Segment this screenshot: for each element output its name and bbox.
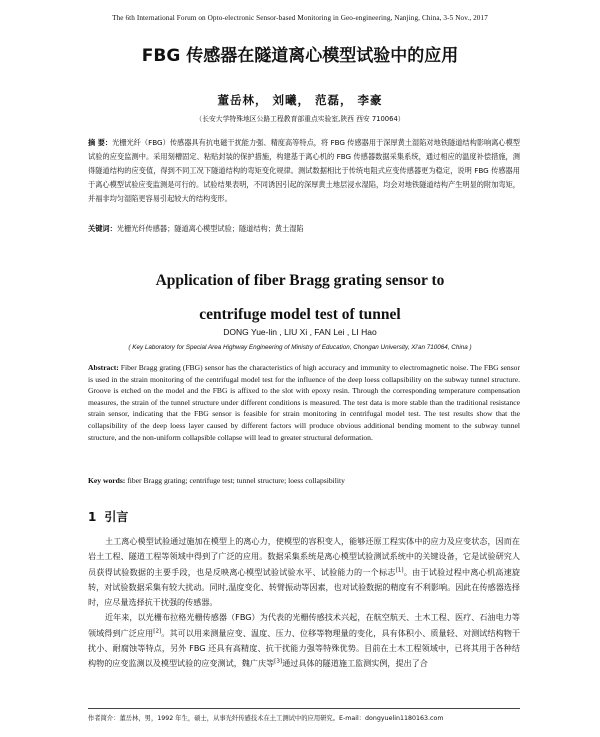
paragraph-text: 通过具体的隧道施工监测实例，提出了合 xyxy=(282,658,428,669)
chinese-title: FBG 传感器在隧道离心模型试验中的应用 xyxy=(141,46,459,66)
chinese-keywords-text: 光栅光纤传感器；隧道离心模型试验；隧道结构；黄土湿陷 xyxy=(116,224,304,233)
section-number: 1 xyxy=(88,510,97,524)
english-authors: DONG Yue-lin , LIU Xi , FAN Lei , LI Hao xyxy=(223,327,377,337)
english-keywords-label: Key words: xyxy=(88,476,126,485)
citation: [2] xyxy=(153,628,162,635)
body-paragraph-1 xyxy=(88,534,520,610)
paragraph-text: 土工离心模型试验通过施加在模型上的离心力，使模型的容积变人，能够还原工程实体中的应力及应变状态，因而在岩土工程、隧道工程等领域中得到了广泛的应用。数据采集系统是离心模型试验测试系统中的关键设备，它是试验研究人员获得试验数据的主要手段，也是反映离心模型试验试验水平、试验能力的一个标志 xyxy=(88,536,520,577)
english-affiliation: ( Key Laboratory for Special Area Highway Engineering of Ministry of Education, Chongan University, Xi'an 710064, China ) xyxy=(128,344,472,351)
chinese-keywords xyxy=(88,224,520,234)
english-keywords xyxy=(88,476,520,485)
author-footnote: 作者简介：董岳林，男，1992 年生，硕士，从事光纤传感技术在土工测试中的应用研究。E-mail：dongyuelin1180163.com xyxy=(88,715,444,722)
paragraph-text: 。由于试验过程中离心机高速旋转，对试验数据采集有较大扰动。同时,温度变化、转臂振动等因素，也对试验数据的精度有不利影响。因此在传感器选择时，应尽量选择抗干扰强的传感器。 xyxy=(88,566,520,608)
english-title-line2: centrifuge model test of tunnel xyxy=(199,306,401,323)
body-paragraph-2 xyxy=(88,610,520,671)
english-abstract xyxy=(88,362,520,443)
chinese-abstract-label: 摘 要： xyxy=(88,138,113,147)
english-abstract-label: Abstract: xyxy=(88,363,119,372)
english-keywords-text: fiber Bragg grating; centrifuge test; tunnel structure; loess collapsibility xyxy=(127,476,345,485)
chinese-abstract xyxy=(88,136,520,206)
chinese-authors: 董岳林， 刘曦， 范磊， 李豪 xyxy=(217,93,383,107)
english-abstract-text: Fiber Bragg grating (FBG) sensor has the characteristics of high accuracy and immunity to electromagnetic noise. The FBG sensor is used in the strain monitoring of the centrifugal model test for the influence of the deep loess collapsibility on the subway tunnel structure. Groove is etched on the model and the FBG is affixed to the slot with epoxy resin. Through the corresponding temperature compensation measures, the strain of the tunnel structure under different conditions is measured. The test data is more stable than the traditional resistance strain sensor, indicating that the FBG sensor is feasible for strain monitoring in centrifugal model test. The test results show that the collapsibility of the deep loess layer caused by different factors will produce obvious additional bending moment to the subway tunnel structure, and the non-uniform collapsible collapse will lead to greater structural deformation. xyxy=(88,363,520,442)
conference-header: The 6th International Forum on Opto-electronic Sensor-based Monitoring in Geo-engineering, Nanjing, China, 3-5 Nov., 2017 xyxy=(112,14,488,22)
citation: [3] xyxy=(274,658,283,665)
paragraph-text: 。其可以用来测量应变、温度、压力、位移等物理量的变化，具有体积小、质量轻、对测试结构物干扰小、耐腐蚀等特点，另外 FBG 还具有高精度、抗干扰能力强等特殊优势。目前在土木工程领域中，已将其用于各种结构物的应变监测以及模型试验的应变测试，魏广庆等 xyxy=(88,627,520,669)
chinese-abstract-text: 光栅光纤（FBG）传感器具有抗电磁干扰能力强、精度高等特点，将 FBG 传感器用于深厚黄土湿陷对地铁隧道结构影响离心模型试验的应变监测中。采用刻槽固定、粘贴封装的保护措施，构建基于离心机的 FBG 传感器数据采集系统，通过相应的温度补偿措施，测得隧道结构的应变值，得到不同工况下隧道结构的弯矩变化规律。测试数据相比于传统电阻式应变传感器更为稳定，说明 FBG 传感器用于离心模型试验应变监测是可行的。试验结果表明，不同诱因引起的深厚黄土地层浸水湿陷，均会对地铁隧道结构产生明显的附加弯矩，并福非均匀湿陷更容易引起较大的结构变形。 xyxy=(88,138,520,203)
english-title-line1: Application of fiber Bragg grating sensor to xyxy=(155,272,445,289)
chinese-keywords-label: 关键词： xyxy=(88,224,117,233)
paragraph-text: 近年来，以光栅布拉格光栅传感器（FBG）为代表的光栅传感技术兴起，在航空航天、土木工程、医疗、石油电力等领域得到广泛应用 xyxy=(88,612,520,638)
chinese-affiliation: （长安大学特殊地区公路工程教育部重点实验室,陕西 西安 710064） xyxy=(195,115,405,123)
section-heading xyxy=(88,508,288,525)
footnote-divider xyxy=(88,708,520,709)
section-title: 引言 xyxy=(104,510,129,524)
citation: [1] xyxy=(395,566,404,573)
english-title xyxy=(0,266,600,330)
section-body xyxy=(88,534,520,672)
